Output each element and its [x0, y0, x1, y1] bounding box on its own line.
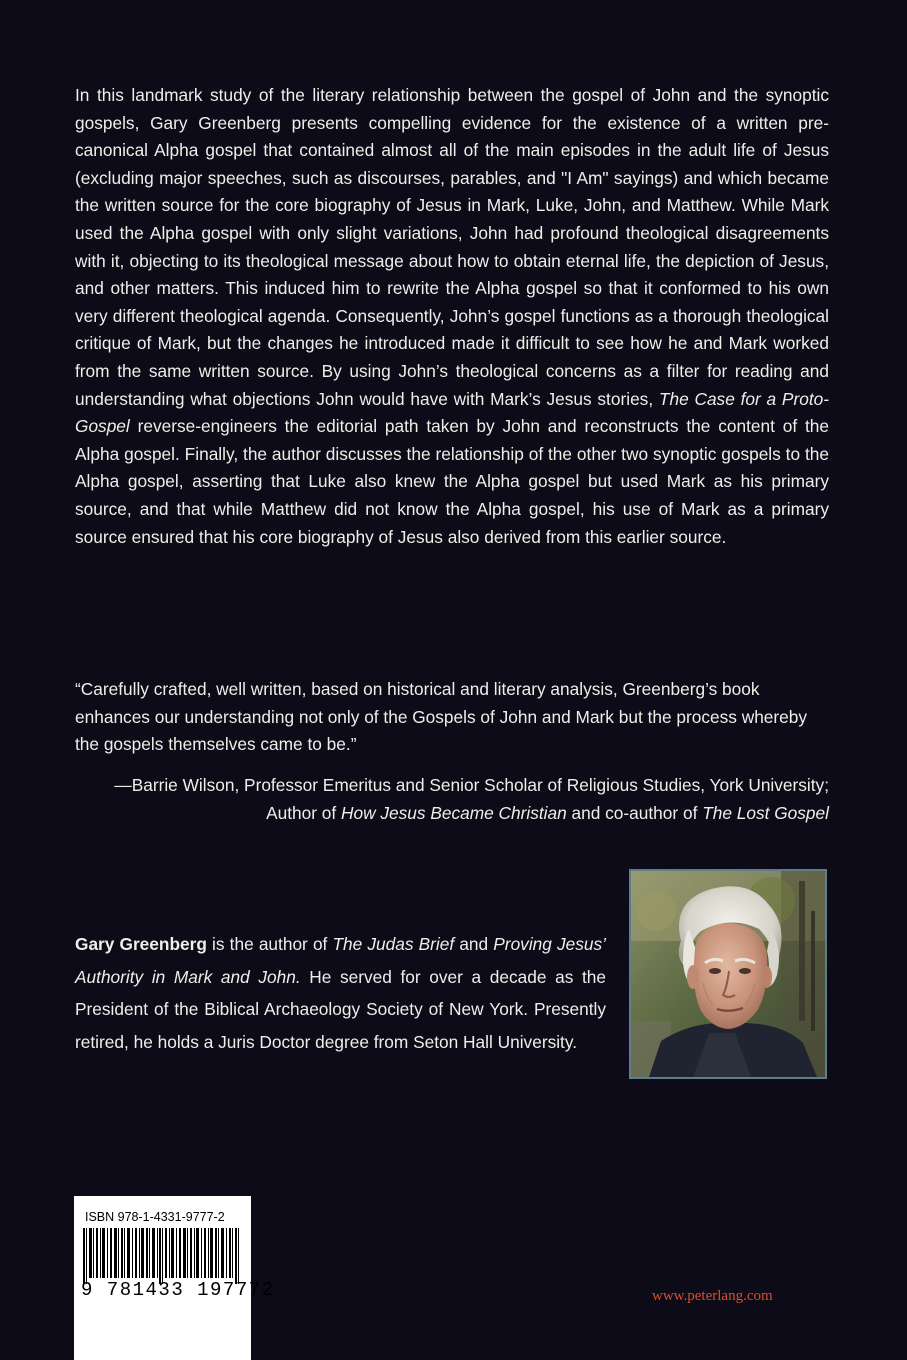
bio-work-1: The Judas Brief — [332, 934, 455, 954]
summary-text-part-1: In this landmark study of the literary relationship between the gospel of John and the synoptic gospels, Gary Greenberg presents compelling evidence for the existence of a written pre-canonical Alpha gospel that contained almost all of the main episodes in the adult life of Jesus (excluding major speeches, such as discourses, parables, and "I Am" sayings) and which became the written source for the core biography of Jesus in Mark, Luke, John, and Matthew. While Mark used the Alpha gospel with only slight variations, John had profound theological disagreements with it, objecting to its theological message about how to obtain eternal life, the depiction of Jesus, and other matters. This induced him to rewrite the Alpha gospel so that it conformed to his own very different theological agenda. Consequently, John’s gospel functions as a thorough theological critique of Mark, but the changes he introduced made it difficult to see how he and Mark worked from the same written source. By using John’s theological concerns as a filter for reading and understanding what objections John would have with Mark’s Jesus stories, — [75, 85, 829, 409]
author-bio — [75, 928, 606, 1058]
bio-work-2: Proving Jesus’ Authority in Mark and John. — [75, 934, 606, 987]
author-photo-illustration — [631, 871, 825, 1077]
bio-text-3: He served for over a decade as the President of the Biblical Archaeology Society of New York. Presently retired, he holds a Juris Doctor degree from Seton Hall University. — [75, 966, 606, 1052]
publisher-website: www.peterlang.com — [652, 1288, 773, 1304]
book-summary — [75, 82, 829, 551]
endorsement-attribution — [75, 772, 829, 827]
isbn-barcode-panel — [74, 1196, 275, 1360]
attribution-prefix: Author of — [266, 802, 342, 823]
attribution-line-1: —Barrie Wilson, Professor Emeritus and Senior Scholar of Religious Studies, York University; — [114, 775, 829, 795]
summary-text-part-2: reverse-engineers the editorial path taken by John and reconstructs the content of the Alpha gospel. Finally, the author discusses the relationship of the other two synoptic gospels to the Alpha gospel, asserting that Luke also knew the Alpha gospel but used Mark as his primary source, and that while Matthew did not know the Alpha gospel, his use of Mark as a primary source ensured that his core biography of Jesus also derived from this earlier source. — [75, 416, 829, 547]
barcode-digits: 9 781433 197772 — [81, 1279, 275, 1301]
author-name: Gary Greenberg — [75, 934, 207, 954]
isbn-label: ISBN 978-1-4331-9777-2 — [85, 1210, 225, 1224]
attribution-middle: and co-author of — [566, 802, 703, 823]
attribution-line-2 — [75, 800, 829, 828]
attribution-work-2: The Lost Gospel — [702, 802, 829, 823]
summary-book-title: The Case for a Proto-Gospel — [75, 388, 829, 437]
attribution-work-1: How Jesus Became Christian — [341, 802, 567, 823]
bio-text-1: is the author of — [206, 934, 333, 954]
endorsement-quote: “Carefully crafted, well written, based on historical and literary analysis, Greenberg’s book enhances our understanding not only of the Gospels of John and Mark but the process whereby the gospels themselves came to be.” — [75, 679, 808, 755]
author-photo — [629, 869, 827, 1079]
bio-text-2: and — [454, 934, 494, 954]
